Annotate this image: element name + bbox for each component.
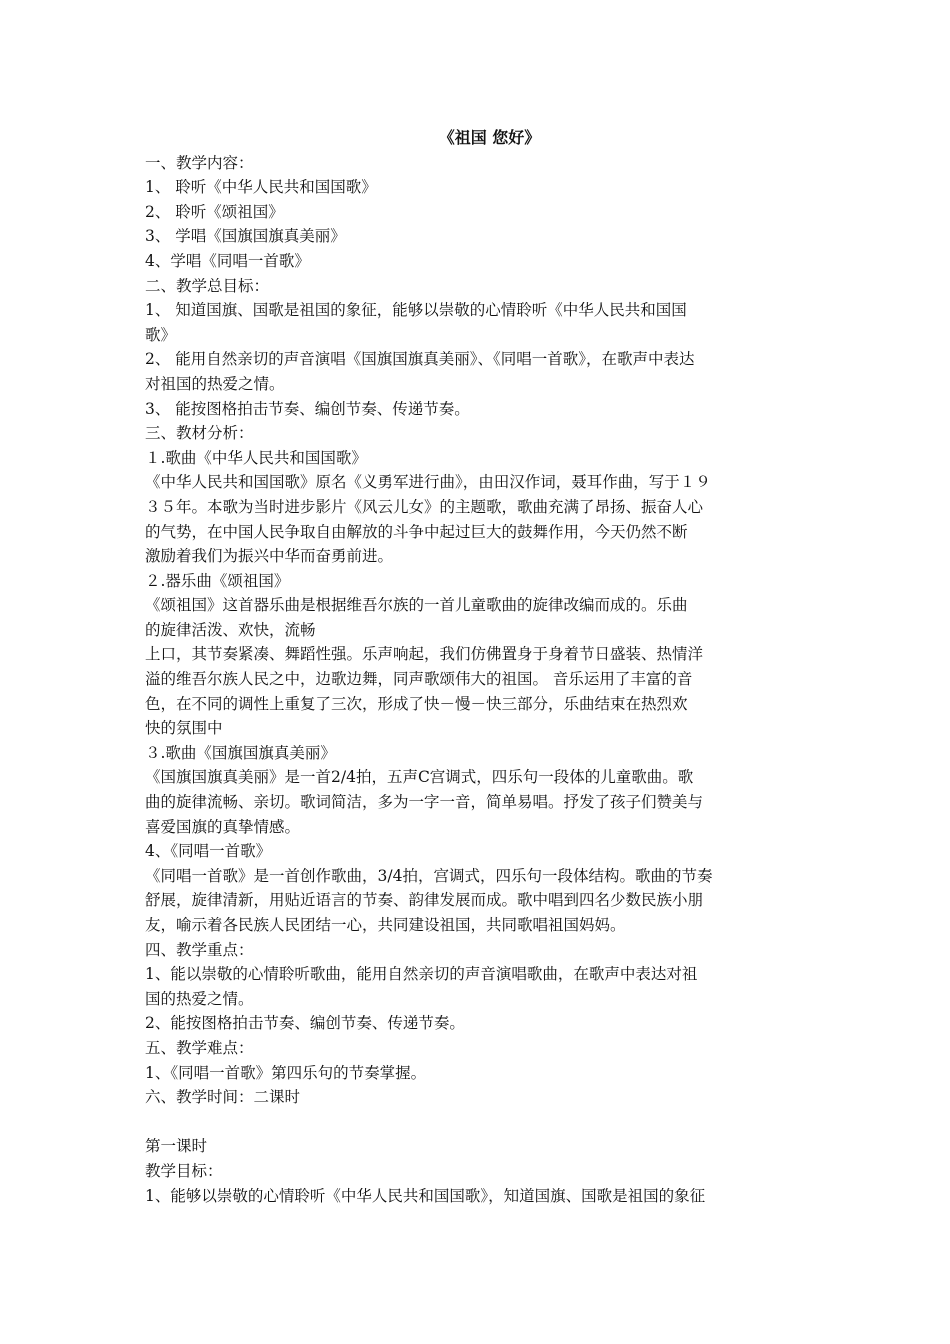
- document-body: [145, 126, 810, 1208]
- key-point-2: 2、能按图格拍击节奏、编创节奏、传递节奏。: [145, 1014, 465, 1033]
- analysis-subheading-2: ２.器乐曲《颂祖国》: [145, 571, 290, 590]
- goal-1-line-1: 1、 知道国旗、国歌是祖国的象征，能够以崇敬的心情聆听《中华人民共和国国: [145, 301, 687, 320]
- analysis-text-line: 的气势，在中国人民争取自由解放的斗争中起过巨大的鼓舞作用，今天仍然不断: [145, 522, 688, 541]
- section-heading-content: 一、教学内容：: [145, 153, 254, 172]
- lesson-one-heading: 第一课时: [145, 1137, 208, 1156]
- analysis-text-line: 《同唱一首歌》是一首创作歌曲，3/4拍，宫调式，四乐句一段体结构。歌曲的节奏: [145, 866, 713, 885]
- analysis-text-line: 色，在不同的调性上重复了三次，形成了快－慢－快三部分，乐曲结束在热烈欢: [145, 694, 688, 713]
- lesson-goals-heading: 教学目标：: [145, 1161, 223, 1180]
- analysis-text-line: 《国旗国旗真美丽》是一首2/4拍，五声C宫调式，四乐句一段体的儿童歌曲。歌: [145, 768, 694, 787]
- section-heading-analysis: 三、教材分析：: [145, 424, 254, 443]
- content-item-1: 1、 聆听《中华人民共和国国歌》: [145, 178, 377, 197]
- analysis-subheading-4: 4、《同唱一首歌》: [145, 842, 272, 861]
- page-title: 《祖国 您好》: [438, 128, 541, 147]
- analysis-text-line: 喜爱国旗的真挚情感。: [145, 817, 301, 836]
- analysis-text-line: 快的氛围中: [145, 719, 223, 738]
- lesson-goal-1: 1、能够以崇敬的心情聆听《中华人民共和国国歌》，知道国旗、国歌是祖国的象征: [145, 1186, 706, 1205]
- content-item-3: 3、 学唱《国旗国旗真美丽》: [145, 227, 346, 246]
- analysis-text-line: 友，喻示着各民族人民团结一心，共同建设祖国，共同歌唱祖国妈妈。: [145, 916, 626, 934]
- section-heading-time: 六、教学时间：二课时: [145, 1088, 301, 1107]
- analysis-text-line: 的旋律活泼、欢快，流畅: [145, 620, 316, 639]
- content-item-2: 2、 聆听《颂祖国》: [145, 202, 284, 221]
- goal-2-line-2: 对祖国的热爱之情。: [145, 374, 285, 393]
- analysis-text-line: 曲的旋律流畅、亲切。歌词简洁，多为一字一音，简单易唱。抒发了孩子们赞美与: [145, 793, 704, 812]
- analysis-text-line: 激励着我们为振兴中华而奋勇前进。: [145, 547, 394, 566]
- analysis-text-line: 《中华人民共和国国歌》原名《义勇军进行曲》，由田汉作词，聂耳作曲，写于１９: [145, 473, 711, 492]
- analysis-subheading-1: １.歌曲《中华人民共和国国歌》: [145, 448, 367, 467]
- goal-3: 3、 能按图格拍击节奏、编创节奏、传递节奏。: [145, 399, 470, 418]
- analysis-subheading-3: ３.歌曲《国旗国旗真美丽》: [145, 743, 336, 762]
- analysis-text-line: ３５年。本歌为当时进步影片《风云儿女》的主题歌，歌曲充满了昂扬、振奋人心: [145, 497, 704, 516]
- section-heading-key-points: 四、教学重点：: [145, 940, 254, 959]
- key-point-1-line-1: 1、能以崇敬的心情聆听歌曲，能用自然亲切的声音演唱歌曲，在歌声中表达对祖: [145, 965, 698, 984]
- analysis-text-line: 上口，其节奏紧凑、舞蹈性强。乐声响起，我们仿佛置身于身着节日盛装、热情洋: [145, 645, 704, 664]
- goal-2-line-1: 2、 能用自然亲切的声音演唱《国旗国旗真美丽》、《同唱一首歌》，在歌声中表达: [145, 350, 695, 369]
- blank-line: [145, 1110, 810, 1135]
- goal-1-line-2: 歌》: [145, 325, 177, 344]
- analysis-text-line: 舒展，旋律清新，用贴近语言的节奏、韵律发展而成。歌中唱到四名少数民族小朋: [145, 891, 704, 910]
- section-heading-goals: 二、教学总目标：: [145, 276, 270, 295]
- key-point-1-line-2: 国的热爱之情。: [145, 989, 254, 1008]
- difficulty-1: 1、《同唱一首歌》第四乐句的节奏掌握。: [145, 1063, 427, 1082]
- analysis-text-line: 溢的维吾尔族人民之中，边歌边舞，同声歌颂伟大的祖国。 音乐运用了丰富的音: [145, 670, 693, 689]
- analysis-text-line: 《颂祖国》这首器乐曲是根据维吾尔族的一首儿童歌曲的旋律改编而成的。乐曲: [145, 596, 688, 615]
- section-heading-difficulties: 五、教学难点：: [145, 1038, 254, 1057]
- content-item-4: 4、学唱《同唱一首歌》: [145, 251, 310, 270]
